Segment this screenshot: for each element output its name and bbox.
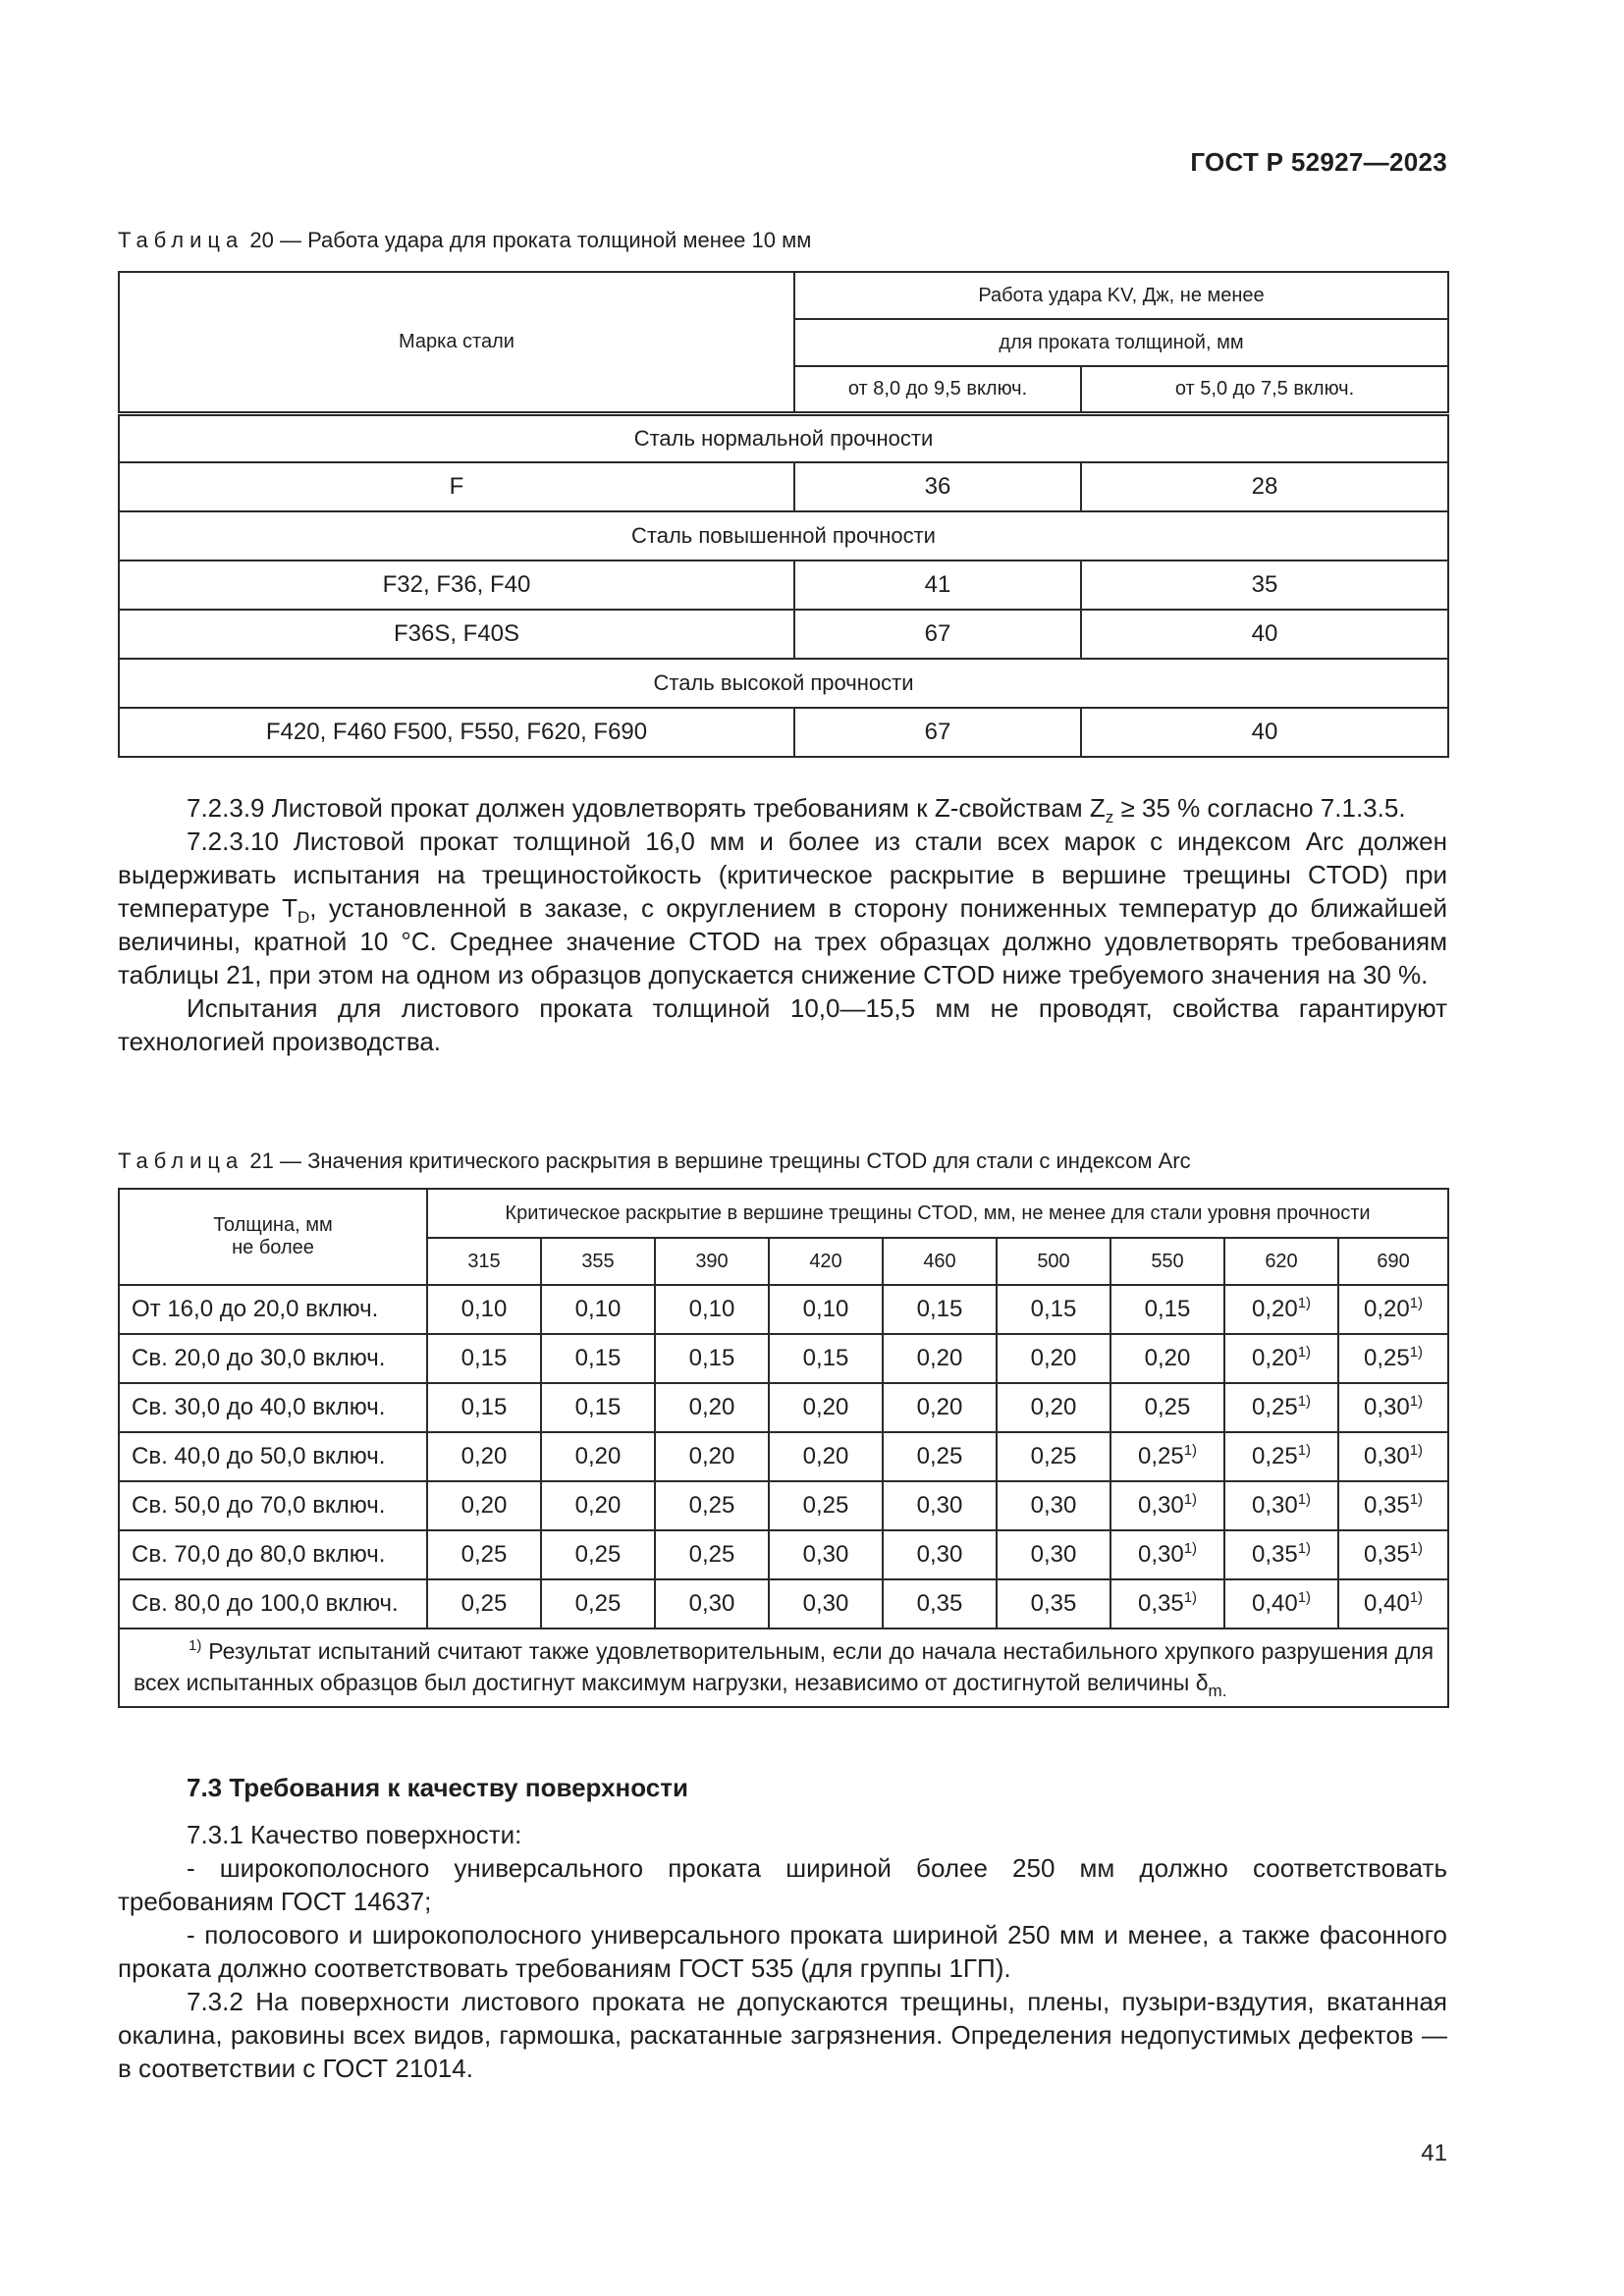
impact-value-cell: 41 (794, 561, 1081, 610)
impact-energy-table (118, 271, 1449, 758)
ctod-value-cell: 0,35$^{1)}$ (1110, 1579, 1224, 1629)
thickness-range-cell: Св. 80,0 до 100,0 включ. (119, 1579, 427, 1629)
table-row (119, 462, 1448, 511)
impact-value-cell: 67 (794, 708, 1081, 757)
ctod-value-cell: 0,15 (541, 1383, 655, 1432)
ctod-value-cell: 0,35 (997, 1579, 1110, 1629)
footnote-marker: 1) (1409, 1491, 1424, 1509)
ctod-value-cell: 0,10 (655, 1285, 769, 1334)
ctod-value-cell: 0,10 (427, 1285, 541, 1334)
table-row (119, 1481, 1448, 1530)
table20-caption-text: 20 — Работа удара для проката толщиной менее 10 мм (249, 228, 812, 252)
ctod-value-cell: 0,25$^{1)}$ (1224, 1383, 1338, 1432)
col-header-range-b: от 5,0 до 7,5 включ. (1081, 366, 1448, 413)
ctod-value-cell: 0,35$^{1)}$ (1224, 1530, 1338, 1579)
ctod-value-cell: 0,20 (769, 1383, 883, 1432)
ctod-value-cell: 0,15 (769, 1334, 883, 1383)
strength-level-header: 460 (883, 1238, 997, 1285)
ctod-value-cell: 0,30 (883, 1530, 997, 1579)
ctod-value-cell: 0,35$^{1)}$ (1338, 1530, 1448, 1579)
ctod-value-cell: 0,25 (427, 1579, 541, 1629)
footnote-marker: 1) (1183, 1442, 1198, 1460)
table-row (119, 610, 1448, 659)
paragraph-tests-note: Испытания для листового проката толщиной 10,0—15,5 мм не проводят, свойства гарантируют технологией производства. (118, 993, 1447, 1056)
ctod-value-cell: 0,25 (883, 1432, 997, 1481)
ctod-value-cell: 0,30 (655, 1579, 769, 1629)
steel-grade-cell: F36S, F40S (119, 610, 794, 659)
footnote-marker: 1) (1297, 1344, 1312, 1362)
steel-grade-cell: F420, F460 F500, F550, F620, F690 (119, 708, 794, 757)
table-row (119, 561, 1448, 610)
section-row (119, 659, 1448, 708)
footnote-marker: 1) (1297, 1540, 1312, 1558)
strength-level-header: 355 (541, 1238, 655, 1285)
ctod-value-cell: 0,10 (769, 1285, 883, 1334)
footnote-marker: 1) (1297, 1295, 1312, 1312)
footnote-row (119, 1629, 1448, 1707)
table-row (119, 1383, 1448, 1432)
col-header-thickness-max: Толщина, мм не более (119, 1189, 427, 1285)
table21-caption-word: Таблица (118, 1148, 244, 1173)
steel-grade-cell: F (119, 462, 794, 511)
col-header-ctod: Критическое раскрытие в вершине трещины CTOD, мм, не менее для стали уровня прочности (427, 1189, 1448, 1238)
footnote-marker: 1) (1409, 1540, 1424, 1558)
thickness-range-cell: Св. 50,0 до 70,0 включ. (119, 1481, 427, 1530)
footnote-marker: 1) (1409, 1393, 1424, 1411)
ctod-value-cell: 0,25 (655, 1530, 769, 1579)
strength-level-header: 420 (769, 1238, 883, 1285)
thickness-range-cell: Св. 70,0 до 80,0 включ. (119, 1530, 427, 1579)
ctod-value-cell: 0,25 (427, 1530, 541, 1579)
footnote-marker: 1) (1297, 1589, 1312, 1607)
ctod-value-cell: 0,20 (655, 1383, 769, 1432)
list-item-gost-535: - полосового и широкополосного универсального проката шириной 250 мм и менее, а также фасонного проката должно соответствовать требованиям ГОСТ 535 (для группы 1ГП). (118, 1920, 1447, 1983)
ctod-value-cell: 0,20 (997, 1383, 1110, 1432)
ctod-value-cell: 0,25 (997, 1432, 1110, 1481)
ctod-value-cell: 0,15 (655, 1334, 769, 1383)
paragraph-7-3-2: 7.3.2 На поверхности листового проката не допускаются трещины, плены, пузыри-вздутия, вкатанная окалина, раковины всех видов, гармошка, раскатанные загрязнения. Определения недопустимых дефектов — в соответствии с ГОСТ 21014. (118, 1987, 1447, 2083)
ctod-value-cell: 0,30$^{1)}$ (1338, 1383, 1448, 1432)
ctod-value-cell: 0,20$^{1)}$ (1224, 1334, 1338, 1383)
footnote-marker: 1) (1297, 1491, 1312, 1509)
ctod-value-cell: 0,10 (541, 1285, 655, 1334)
footnote-marker: 1) (1183, 1540, 1198, 1558)
table21-caption-text: 21 — Значения критического раскрытия в вершине трещины CTOD для стали с индексом Arc (249, 1148, 1191, 1173)
strength-level-header: 390 (655, 1238, 769, 1285)
section-7-3-body (118, 1818, 1447, 2085)
ctod-value-cell: 0,35 (883, 1579, 997, 1629)
list-item-gost-14637: - широкополосного универсального проката шириной более 250 мм должно соответствовать требованиям ГОСТ 14637; (118, 1853, 1447, 1916)
table-row (119, 1530, 1448, 1579)
impact-value-cell: 40 (1081, 708, 1448, 757)
strength-level-header: 690 (1338, 1238, 1448, 1285)
thickness-range-cell: От 16,0 до 20,0 включ. (119, 1285, 427, 1334)
ctod-value-cell: 0,30$^{1)}$ (1110, 1481, 1224, 1530)
ctod-value-cell: 0,25 (541, 1530, 655, 1579)
impact-value-cell: 35 (1081, 561, 1448, 610)
impact-value-cell: 40 (1081, 610, 1448, 659)
table-row (119, 1579, 1448, 1629)
ctod-value-cell: 0,30 (997, 1481, 1110, 1530)
ctod-value-cell: 0,15 (1110, 1285, 1224, 1334)
thickness-range-cell: Св. 30,0 до 40,0 включ. (119, 1383, 427, 1432)
col-header-thickness: для проката толщиной, мм (794, 319, 1448, 366)
footnote-marker: 1) (1409, 1589, 1424, 1607)
ctod-value-cell: 0,20$^{1)}$ (1224, 1285, 1338, 1334)
col-header-steel-grade: Марка стали (119, 272, 794, 413)
table-row (119, 1334, 1448, 1383)
ctod-value-cell: 0,30 (883, 1481, 997, 1530)
ctod-value-cell: 0,20$^{1)}$ (1338, 1285, 1448, 1334)
ctod-value-cell: 0,15 (883, 1285, 997, 1334)
page-number: 41 (1421, 2140, 1447, 2166)
ctod-value-cell: 0,25 (769, 1481, 883, 1530)
ctod-table (118, 1188, 1449, 1708)
ctod-value-cell: 0,25 (655, 1481, 769, 1530)
section-title: Сталь повышенной прочности (119, 511, 1448, 561)
footnote-marker: 1) (1409, 1442, 1424, 1460)
paragraph-7-3-1: 7.3.1 Качество поверхности: (187, 1820, 522, 1849)
impact-value-cell: 67 (794, 610, 1081, 659)
ctod-value-cell: 0,20 (883, 1334, 997, 1383)
ctod-value-cell: 0,20 (883, 1383, 997, 1432)
impact-value-cell: 36 (794, 462, 1081, 511)
ctod-value-cell: 0,30$^{1)}$ (1338, 1432, 1448, 1481)
table20-caption-word: Таблица (118, 228, 244, 252)
ctod-value-cell: 0,20 (769, 1432, 883, 1481)
ctod-value-cell: 0,30$^{1)}$ (1224, 1481, 1338, 1530)
ctod-value-cell: 0,40$^{1)}$ (1338, 1579, 1448, 1629)
ctod-value-cell: 0,35$^{1)}$ (1338, 1481, 1448, 1530)
ctod-value-cell: 0,30 (769, 1579, 883, 1629)
section-row (119, 511, 1448, 561)
ctod-value-cell: 0,20 (427, 1481, 541, 1530)
section-title: Сталь высокой прочности (119, 659, 1448, 708)
steel-grade-cell: F32, F36, F40 (119, 561, 794, 610)
ctod-value-cell: 0,20 (655, 1432, 769, 1481)
section-title: Сталь нормальной прочности (119, 413, 1448, 462)
strength-level-header: 500 (997, 1238, 1110, 1285)
ctod-value-cell: 0,40$^{1)}$ (1224, 1579, 1338, 1629)
impact-value-cell: 28 (1081, 462, 1448, 511)
table20-caption (118, 228, 811, 253)
ctod-value-cell: 0,20 (997, 1334, 1110, 1383)
ctod-value-cell: 0,25$^{1)}$ (1224, 1432, 1338, 1481)
ctod-value-cell: 0,20 (541, 1481, 655, 1530)
col-header-impact-energy: Работа удара KV, Дж, не менее (794, 272, 1448, 319)
table21-caption (118, 1148, 1191, 1174)
section-row (119, 413, 1448, 462)
table-row (119, 708, 1448, 757)
footnote-marker: 1) (1183, 1491, 1198, 1509)
document-code: ГОСТ Р 52927—2023 (1190, 147, 1447, 177)
ctod-value-cell: 0,15 (997, 1285, 1110, 1334)
strength-level-header: 315 (427, 1238, 541, 1285)
strength-level-header: 620 (1224, 1238, 1338, 1285)
paragraph-7-2-3-9: 7.2.3.9 Листовой прокат должен удовлетворять требованиям к Z-свойствам $Z_z \ge 35$ % согласно 7.1.3.5. (187, 793, 1406, 827)
strength-level-header: 550 (1110, 1238, 1224, 1285)
col-header-range-a: от 8,0 до 9,5 включ. (794, 366, 1081, 413)
ctod-value-cell: 0,25$^{1)}$ (1110, 1432, 1224, 1481)
ctod-value-cell: 0,20 (541, 1432, 655, 1481)
footnote-marker: 1) (1409, 1344, 1424, 1362)
table-row (119, 1285, 1448, 1334)
footnote-marker: 1) (1297, 1393, 1312, 1411)
ctod-value-cell: 0,30 (769, 1530, 883, 1579)
footnote-marker: 1) (1183, 1589, 1198, 1607)
footnote-marker: 1) (1409, 1295, 1424, 1312)
footnote: $^{1)}$ Результат испытаний считают также удовлетворительным, если до начала нестабильного хрупкого разрушения для всех испытанных образцов был достигнут максимум нагрузки, независимо от достигнутой величины $\delta_{m.}$ (119, 1629, 1448, 1707)
ctod-value-cell: 0,15 (427, 1383, 541, 1432)
ctod-value-cell: 0,15 (541, 1334, 655, 1383)
ctod-value-cell: 0,25 (1110, 1383, 1224, 1432)
table-row (119, 1432, 1448, 1481)
paragraphs-ctod-requirements (118, 791, 1447, 1058)
thickness-range-cell: Св. 20,0 до 30,0 включ. (119, 1334, 427, 1383)
footnote-marker: 1) (1297, 1442, 1312, 1460)
section-7-3-title: 7.3 Требования к качеству поверхности (187, 1773, 688, 1802)
ctod-value-cell: 0,20 (1110, 1334, 1224, 1383)
paragraph-7-2-3-10: 7.2.3.10 Листовой прокат толщиной 16,0 мм и более из стали всех марок с индексом Arc должен выдерживать испытания на трещиностойкость (критическое раскрытие в вершине трещины CTOD) при температуре $T_D$, установленной в заказе, с округлением в сторону пониженных температур до ближайшей величины, кратной 10 °С. Среднее значение CTOD на трех образцах должно удовлетворять требованиям таблицы 21, при этом на одном из образцов допускается снижение CTOD ниже требуемого значения на 30 %. (118, 827, 1447, 989)
ctod-value-cell: 0,15 (427, 1334, 541, 1383)
ctod-value-cell: 0,20 (427, 1432, 541, 1481)
ctod-value-cell: 0,30 (997, 1530, 1110, 1579)
thickness-range-cell: Св. 40,0 до 50,0 включ. (119, 1432, 427, 1481)
ctod-value-cell: 0,25$^{1)}$ (1338, 1334, 1448, 1383)
ctod-value-cell: 0,25 (541, 1579, 655, 1629)
ctod-value-cell: 0,30$^{1)}$ (1110, 1530, 1224, 1579)
